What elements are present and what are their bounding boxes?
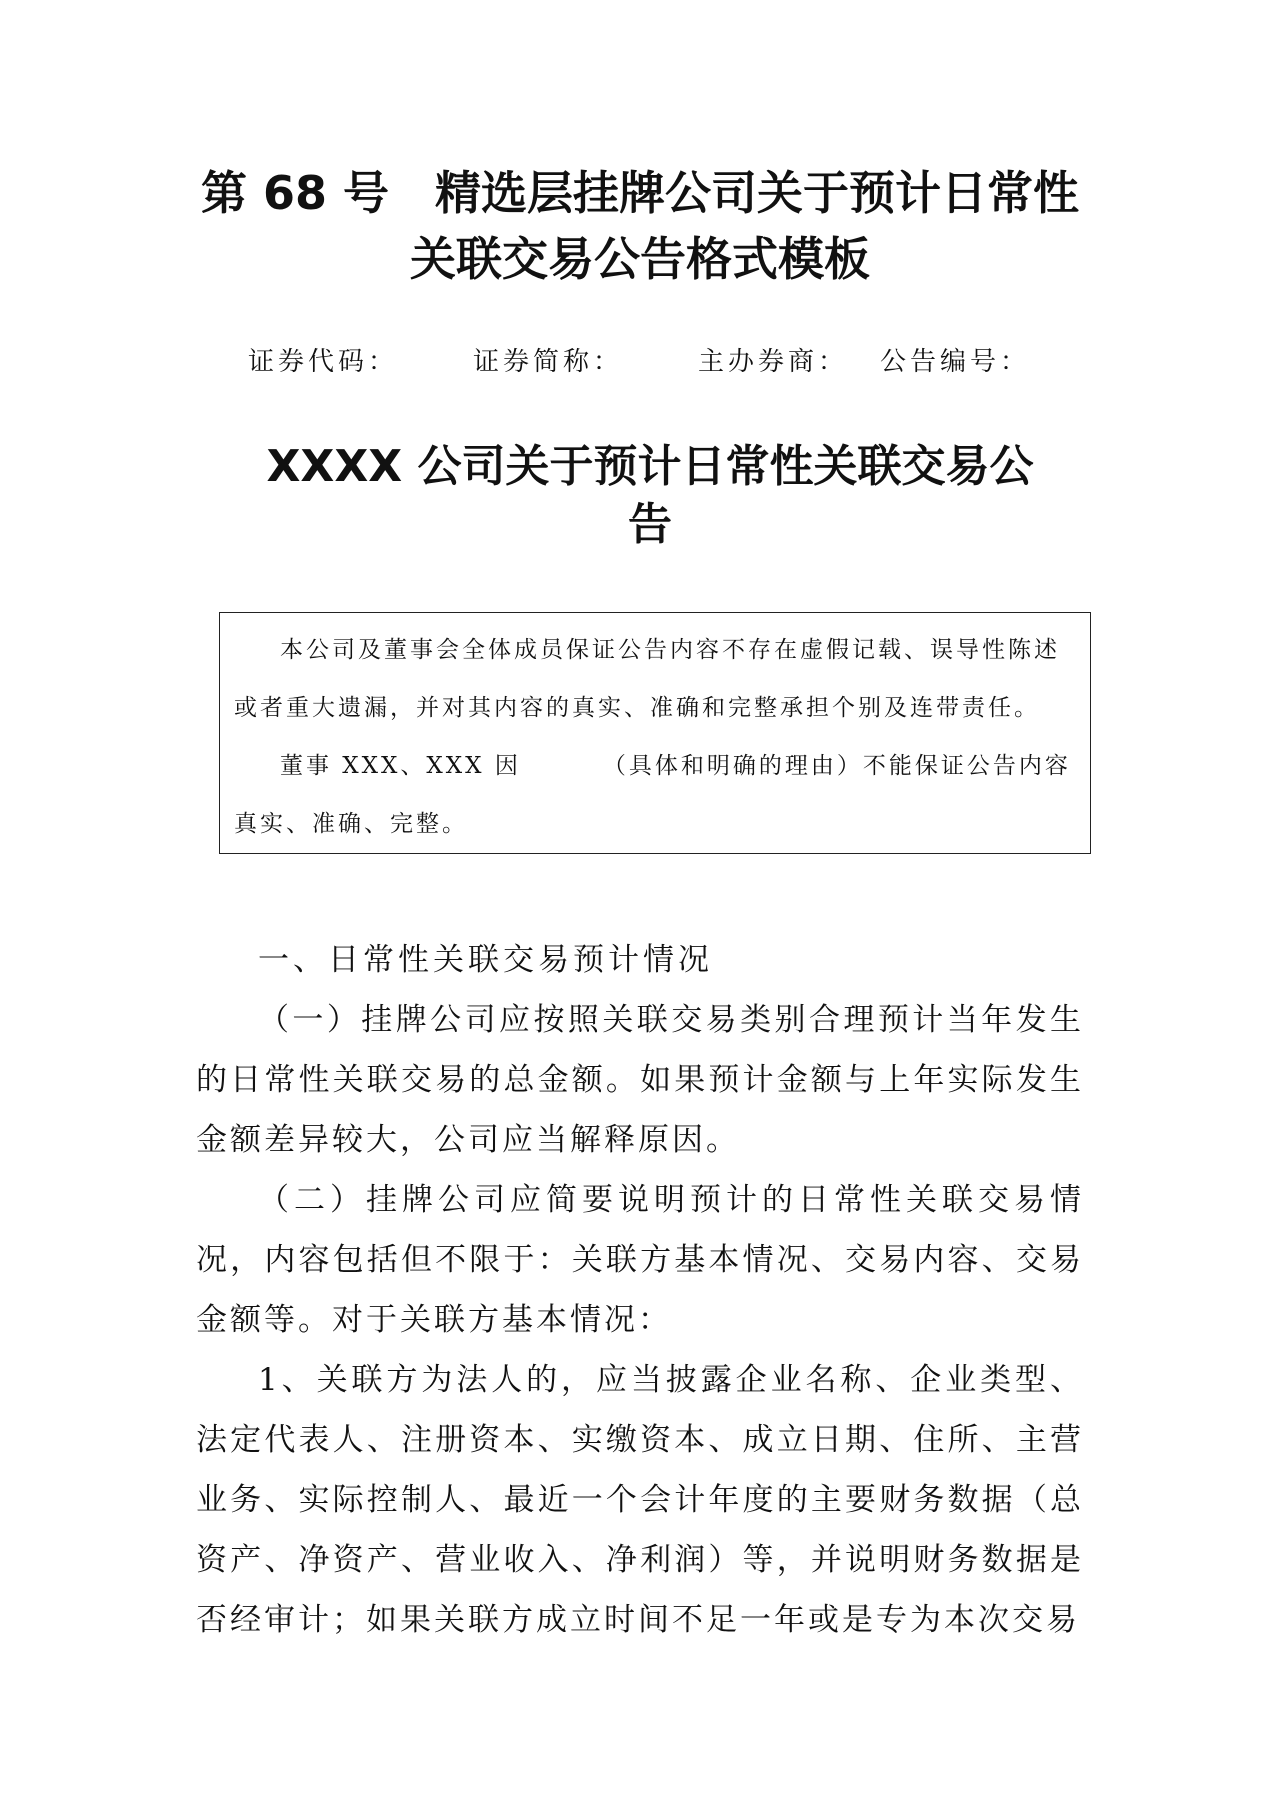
document-title bbox=[0, 160, 1280, 292]
body-paragraph: 1、关联方为法人的，应当披露企业名称、企业类型、法定代表人、注册资本、实缴资本、成立日期、住所、主营业务、实际控制人、最近一个会计年度的主要财务数据（总资产、净资产、营业收入、净利润）等，并说明财务数据是否经审计；如果关联方成立时间不足一年或是专为本次交易 bbox=[196, 1362, 1084, 1638]
notice-number-label: 公告编号： bbox=[880, 347, 1031, 377]
notice-title bbox=[200, 438, 1100, 554]
body-paragraph: （二）挂牌公司应简要说明预计的日常性关联交易情况，内容包括但不限于：关联方基本情况、交易内容、交易金额等。对于关联方基本情况： bbox=[196, 1182, 1084, 1338]
director-exception-reason: （具体和明确的理由）不能保证公告内容真实、准确、完整。 bbox=[234, 753, 1071, 837]
notice-title-line-1: XXXX 公司关于预计日常性关联交易公 bbox=[266, 441, 1034, 492]
director-exception-names: 董事 XXX、XXX 因 bbox=[280, 753, 521, 779]
document-body bbox=[196, 930, 1084, 1650]
board-statement-box bbox=[219, 612, 1091, 854]
body-paragraph: （一）挂牌公司应按照关联交易类别合理预计当年发生的日常性关联交易的总金额。如果预计金额与上年实际发生金额差异较大，公司应当解释原因。 bbox=[196, 1002, 1084, 1158]
document-title-line-1: 第 68 号 精选层挂牌公司关于预计日常性 bbox=[200, 166, 1080, 220]
security-code-label: 证券代码： bbox=[248, 347, 399, 377]
notice-title-line-2: 告 bbox=[628, 499, 672, 550]
security-name-label: 证券简称： bbox=[473, 347, 624, 377]
document-title-line-2: 关联交易公告格式模板 bbox=[410, 232, 870, 286]
broker-label: 主办券商： bbox=[698, 347, 849, 377]
section-heading-1: 一、日常性关联交易预计情况 bbox=[258, 942, 713, 978]
board-guarantee-statement: 本公司及董事会全体成员保证公告内容不存在虚假记载、误导性陈述或者重大遗漏，并对其内容的真实、准确和完整承担个别及连带责任。 bbox=[234, 637, 1060, 721]
director-exception-statement bbox=[234, 737, 1076, 853]
